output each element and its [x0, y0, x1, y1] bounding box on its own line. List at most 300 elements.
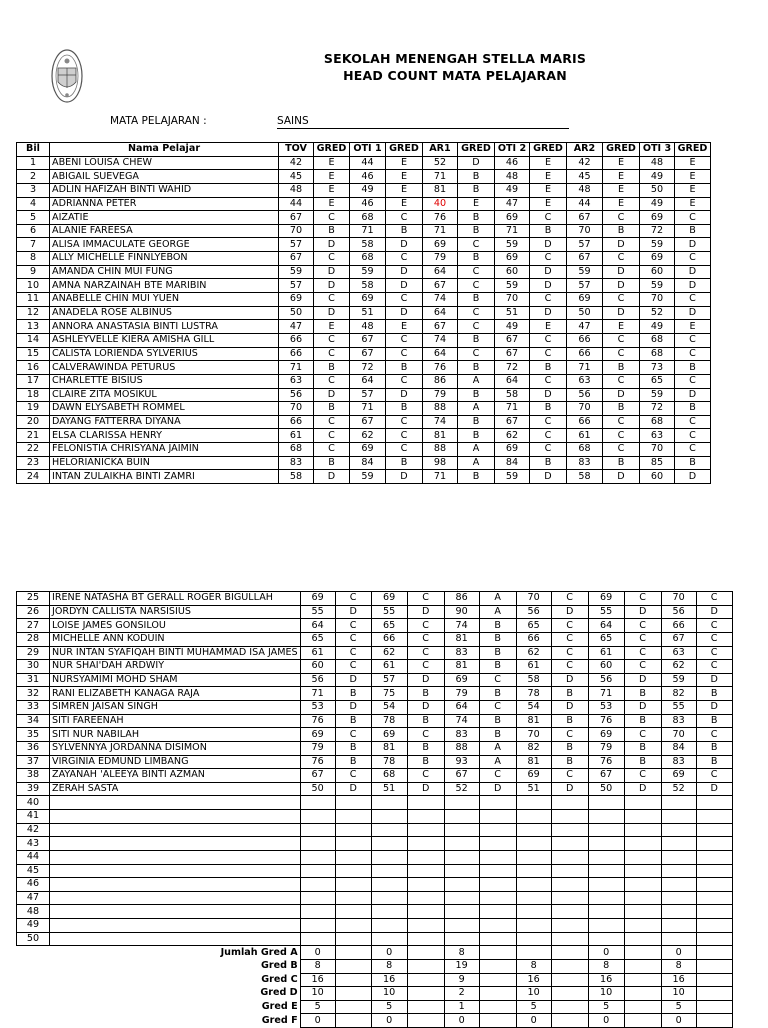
score-cell: 85: [640, 456, 675, 470]
score-cell: B: [696, 755, 732, 769]
score-cell: 49: [495, 183, 530, 197]
column-header: GRED: [675, 143, 711, 157]
score-cell: C: [314, 293, 350, 307]
row-number: 34: [17, 714, 50, 728]
summary-empty-cell: [407, 1000, 444, 1014]
score-cell: [624, 864, 661, 878]
score-cell: [551, 891, 588, 905]
summary-count: 16: [371, 973, 407, 987]
score-cell: 67: [350, 415, 386, 429]
score-cell: 83: [661, 755, 696, 769]
score-cell: 62: [371, 646, 407, 660]
score-cell: B: [479, 687, 516, 701]
summary-count: 0: [661, 946, 696, 960]
score-cell: B: [696, 741, 732, 755]
column-header: TOV: [279, 143, 314, 157]
summary-empty-cell: [335, 973, 371, 987]
score-cell: [300, 864, 335, 878]
score-cell: 52: [661, 782, 696, 796]
score-cell: [696, 919, 732, 933]
score-cell: C: [314, 252, 350, 266]
summary-label: Gred D: [260, 987, 298, 999]
score-cell: D: [603, 388, 640, 402]
score-cell: E: [603, 320, 640, 334]
score-cell: [661, 878, 696, 892]
score-cell: C: [624, 592, 661, 606]
summary-empty-cell: [479, 1000, 516, 1014]
column-header: GRED: [603, 143, 640, 157]
score-cell: C: [675, 252, 711, 266]
student-name: CLAIRE ZITA MOSIKUL: [50, 388, 279, 402]
summary-count: 0: [661, 1014, 696, 1028]
score-cell: 88: [423, 443, 458, 457]
score-cell: 44: [350, 156, 386, 170]
score-cell: C: [479, 673, 516, 687]
score-cell: C: [551, 646, 588, 660]
score-cell: D: [696, 673, 732, 687]
summary-row: [17, 946, 733, 960]
score-cell: [371, 796, 407, 810]
score-cell: 81: [516, 714, 551, 728]
student-name: SITI NUR NABILAH: [50, 728, 301, 742]
score-cell: 68: [640, 333, 675, 347]
score-cell: 51: [495, 306, 530, 320]
score-cell: B: [407, 687, 444, 701]
score-cell: B: [624, 714, 661, 728]
score-cell: 65: [300, 632, 335, 646]
score-cell: 60: [588, 660, 624, 674]
score-cell: [516, 878, 551, 892]
score-cell: 65: [588, 632, 624, 646]
score-cell: C: [624, 728, 661, 742]
score-cell: 71: [350, 402, 386, 416]
summary-empty-cell: [479, 973, 516, 987]
score-cell: D: [551, 782, 588, 796]
score-cell: C: [530, 374, 567, 388]
table-row: [17, 646, 733, 660]
score-cell: 66: [567, 333, 603, 347]
score-cell: C: [386, 293, 423, 307]
student-name: MICHELLE ANN KODUIN: [50, 632, 301, 646]
summary-count: 16: [516, 973, 551, 987]
score-cell: [479, 823, 516, 837]
score-cell: D: [603, 265, 640, 279]
score-cell: C: [407, 646, 444, 660]
score-cell: B: [335, 714, 371, 728]
score-cell: 63: [567, 374, 603, 388]
row-number: 2: [17, 170, 50, 184]
score-cell: B: [458, 293, 495, 307]
score-cell: [624, 919, 661, 933]
score-cell: 88: [444, 741, 479, 755]
score-cell: 57: [371, 673, 407, 687]
score-cell: [661, 850, 696, 864]
score-cell: C: [530, 429, 567, 443]
row-number: 50: [17, 932, 50, 946]
score-cell: D: [335, 701, 371, 715]
score-cell: 57: [567, 238, 603, 252]
score-cell: [479, 919, 516, 933]
score-cell: C: [458, 238, 495, 252]
score-cell: [624, 796, 661, 810]
score-cell: [371, 810, 407, 824]
score-cell: B: [479, 714, 516, 728]
score-cell: 56: [300, 673, 335, 687]
score-cell: 69: [444, 673, 479, 687]
score-cell: C: [530, 333, 567, 347]
score-cell: [371, 905, 407, 919]
score-cell: 74: [444, 714, 479, 728]
score-cell: E: [386, 170, 423, 184]
table-row: [17, 810, 733, 824]
table-row: [17, 605, 733, 619]
score-cell: C: [335, 660, 371, 674]
student-name: [50, 878, 301, 892]
score-cell: 59: [350, 470, 386, 484]
score-cell: B: [314, 402, 350, 416]
score-cell: 55: [300, 605, 335, 619]
score-cell: B: [407, 755, 444, 769]
score-cell: [335, 796, 371, 810]
score-cell: [624, 932, 661, 946]
score-cell: D: [314, 470, 350, 484]
score-cell: 70: [640, 293, 675, 307]
score-cell: C: [314, 415, 350, 429]
score-cell: C: [603, 415, 640, 429]
score-cell: [300, 905, 335, 919]
student-name: [50, 837, 301, 851]
score-cell: [407, 905, 444, 919]
score-cell: 59: [495, 279, 530, 293]
score-cell: A: [479, 592, 516, 606]
score-cell: [371, 850, 407, 864]
score-cell: [696, 864, 732, 878]
score-cell: C: [603, 429, 640, 443]
score-cell: E: [314, 183, 350, 197]
score-cell: 49: [640, 197, 675, 211]
student-name: LOISE JAMES GONSILOU: [50, 619, 301, 633]
score-cell: [335, 837, 371, 851]
summary-empty-cell: [407, 987, 444, 1001]
score-cell: 64: [588, 619, 624, 633]
score-cell: [516, 905, 551, 919]
score-cell: [624, 905, 661, 919]
score-cell: [551, 905, 588, 919]
score-cell: B: [386, 402, 423, 416]
score-cell: 72: [640, 224, 675, 238]
score-cell: 90: [444, 605, 479, 619]
score-cell: D: [624, 605, 661, 619]
score-cell: [444, 823, 479, 837]
score-cell: 74: [423, 415, 458, 429]
score-cell: C: [314, 347, 350, 361]
summary-count: 8: [661, 959, 696, 973]
report-title: HEAD COUNT MATA PELAJARAN: [343, 68, 567, 83]
score-cell: 78: [516, 687, 551, 701]
score-cell: 59: [567, 265, 603, 279]
row-number: 26: [17, 605, 50, 619]
score-cell: C: [530, 211, 567, 225]
score-cell: B: [603, 402, 640, 416]
score-cell: [371, 919, 407, 933]
score-cell: B: [530, 224, 567, 238]
score-cell: C: [696, 660, 732, 674]
score-cell: B: [551, 755, 588, 769]
score-cell: [371, 878, 407, 892]
row-number: 27: [17, 619, 50, 633]
grade-summary: [17, 946, 733, 1028]
score-cell: 69: [350, 293, 386, 307]
row-number: 44: [17, 850, 50, 864]
summary-row: [17, 987, 733, 1001]
score-cell: [516, 932, 551, 946]
summary-count: 5: [516, 1000, 551, 1014]
student-name: NUR INTAN SYAFIQAH BINTI MUHAMMAD ISA JAMES: [50, 646, 301, 660]
score-cell: E: [314, 320, 350, 334]
student-name: [50, 891, 301, 905]
score-cell: [661, 905, 696, 919]
student-name: AIZATIE: [50, 211, 279, 225]
table-row: [17, 769, 733, 783]
score-cell: 40: [423, 197, 458, 211]
score-cell: C: [530, 347, 567, 361]
row-number: 45: [17, 864, 50, 878]
student-name: AMANDA CHIN MUI FUNG: [50, 265, 279, 279]
score-cell: 58: [350, 279, 386, 293]
score-cell: 66: [279, 333, 314, 347]
row-number: 1: [17, 156, 50, 170]
score-cell: D: [675, 265, 711, 279]
score-cell: 61: [567, 429, 603, 443]
score-cell: C: [551, 632, 588, 646]
score-cell: C: [407, 769, 444, 783]
score-cell: 61: [300, 646, 335, 660]
score-cell: 63: [640, 429, 675, 443]
score-cell: 71: [300, 687, 335, 701]
summary-empty-cell: [335, 987, 371, 1001]
column-header: GRED: [530, 143, 567, 157]
score-cell: B: [675, 456, 711, 470]
score-cell: C: [603, 211, 640, 225]
summary-empty-cell: [407, 973, 444, 987]
score-cell: [444, 864, 479, 878]
score-cell: 60: [640, 470, 675, 484]
summary-count: 0: [516, 1014, 551, 1028]
score-cell: D: [386, 238, 423, 252]
score-cell: C: [407, 592, 444, 606]
score-cell: 57: [350, 388, 386, 402]
score-cell: B: [458, 183, 495, 197]
subject-label: MATA PELAJARAN :: [110, 115, 207, 127]
score-cell: [371, 891, 407, 905]
score-cell: 55: [588, 605, 624, 619]
score-cell: B: [675, 361, 711, 375]
score-cell: D: [335, 673, 371, 687]
table-row: [17, 429, 711, 443]
score-cell: D: [603, 470, 640, 484]
summary-count: 8: [516, 959, 551, 973]
row-number: 37: [17, 755, 50, 769]
score-cell: D: [624, 673, 661, 687]
score-cell: 52: [640, 306, 675, 320]
row-number: 6: [17, 224, 50, 238]
summary-count: 8: [444, 946, 479, 960]
score-cell: 50: [300, 782, 335, 796]
score-cell: 59: [661, 673, 696, 687]
score-cell: B: [530, 361, 567, 375]
table-row: [17, 891, 733, 905]
score-cell: B: [551, 741, 588, 755]
score-cell: E: [386, 320, 423, 334]
summary-count: 5: [588, 1000, 624, 1014]
score-cell: 72: [495, 361, 530, 375]
score-cell: [624, 891, 661, 905]
table-row: [17, 320, 711, 334]
table-row: [17, 456, 711, 470]
summary-empty-cell: [696, 946, 732, 960]
score-cell: C: [458, 320, 495, 334]
score-cell: C: [696, 728, 732, 742]
table-row: [17, 293, 711, 307]
summary-count: 16: [300, 973, 335, 987]
score-cell: [407, 919, 444, 933]
score-cell: C: [335, 632, 371, 646]
score-cell: 56: [661, 605, 696, 619]
score-cell: C: [335, 769, 371, 783]
score-cell: C: [603, 443, 640, 457]
score-cell: 58: [567, 470, 603, 484]
score-cell: B: [551, 687, 588, 701]
score-cell: 48: [279, 183, 314, 197]
summary-empty-cell: [696, 973, 732, 987]
score-cell: [661, 891, 696, 905]
summary-count: 0: [371, 946, 407, 960]
score-cell: 88: [423, 402, 458, 416]
score-cell: 81: [444, 632, 479, 646]
student-name: [50, 823, 301, 837]
score-cell: 64: [300, 619, 335, 633]
score-cell: 52: [444, 782, 479, 796]
score-cell: 67: [444, 769, 479, 783]
score-cell: 78: [371, 755, 407, 769]
score-cell: 59: [495, 470, 530, 484]
score-cell: 68: [371, 769, 407, 783]
score-cell: 72: [350, 361, 386, 375]
student-name: [50, 850, 301, 864]
score-cell: [444, 891, 479, 905]
score-cell: [300, 823, 335, 837]
summary-empty-cell: [407, 1014, 444, 1028]
row-number: 23: [17, 456, 50, 470]
score-cell: D: [675, 279, 711, 293]
score-cell: 69: [495, 252, 530, 266]
score-cell: 59: [350, 265, 386, 279]
score-cell: 68: [640, 415, 675, 429]
score-cell: 44: [279, 197, 314, 211]
student-name: ALANIE FAREESA: [50, 224, 279, 238]
score-cell: B: [624, 755, 661, 769]
summary-count: 8: [300, 959, 335, 973]
student-name: VIRGINIA EDMUND LIMBANG: [50, 755, 301, 769]
table-row: [17, 864, 733, 878]
score-cell: 70: [279, 402, 314, 416]
score-cell: C: [530, 293, 567, 307]
score-cell: 64: [350, 374, 386, 388]
score-cell: 62: [350, 429, 386, 443]
score-cell: 59: [495, 238, 530, 252]
summary-empty-cell: [624, 973, 661, 987]
score-cell: 58: [516, 673, 551, 687]
student-name: ANNORA ANASTASIA BINTI LUSTRA: [50, 320, 279, 334]
score-cell: 70: [279, 224, 314, 238]
score-cell: 56: [516, 605, 551, 619]
table-row: [17, 265, 711, 279]
score-cell: 59: [640, 388, 675, 402]
score-cell: 71: [423, 224, 458, 238]
score-cell: 57: [279, 279, 314, 293]
summary-count: 10: [371, 987, 407, 1001]
score-cell: [407, 864, 444, 878]
score-cell: C: [675, 211, 711, 225]
table-row: [17, 796, 733, 810]
score-cell: C: [675, 415, 711, 429]
table-row: [17, 619, 733, 633]
score-cell: C: [675, 429, 711, 443]
score-cell: E: [675, 197, 711, 211]
score-cell: 76: [423, 211, 458, 225]
score-cell: C: [458, 265, 495, 279]
table-row: [17, 741, 733, 755]
score-cell: 47: [495, 197, 530, 211]
column-header: Nama Pelajar: [50, 143, 279, 157]
score-cell: [516, 796, 551, 810]
score-cell: [479, 837, 516, 851]
score-cell: A: [458, 456, 495, 470]
score-cell: C: [624, 769, 661, 783]
score-cell: [479, 850, 516, 864]
row-number: 40: [17, 796, 50, 810]
summary-count: 0: [300, 946, 335, 960]
score-cell: E: [458, 197, 495, 211]
row-number: 4: [17, 197, 50, 211]
score-cell: 57: [279, 238, 314, 252]
summary-count: 0: [588, 946, 624, 960]
score-cell: 93: [444, 755, 479, 769]
score-cell: [661, 837, 696, 851]
score-cell: 49: [495, 320, 530, 334]
score-cell: 69: [300, 592, 335, 606]
score-cell: 51: [371, 782, 407, 796]
score-cell: [696, 932, 732, 946]
column-header: OTI 3: [640, 143, 675, 157]
score-cell: 76: [588, 714, 624, 728]
score-cell: [444, 932, 479, 946]
student-name: SITI FAREENAH: [50, 714, 301, 728]
score-cell: [335, 823, 371, 837]
score-cell: B: [335, 687, 371, 701]
score-cell: D: [551, 673, 588, 687]
score-cell: B: [386, 456, 423, 470]
score-cell: D: [314, 265, 350, 279]
score-cell: 79: [423, 388, 458, 402]
score-cell: 65: [371, 619, 407, 633]
score-cell: 79: [588, 741, 624, 755]
score-cell: 81: [444, 660, 479, 674]
table-row: [17, 156, 711, 170]
score-cell: 71: [588, 687, 624, 701]
score-cell: C: [386, 211, 423, 225]
student-name: ZERAH SASTA: [50, 782, 301, 796]
